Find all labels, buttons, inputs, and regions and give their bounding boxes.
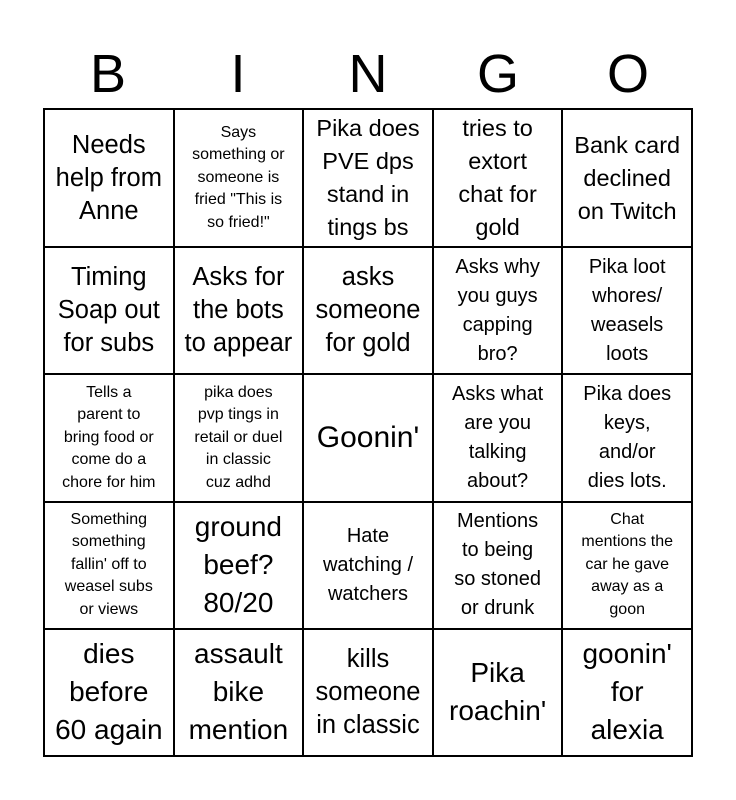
cell-text: Pika does keys, and/or dies lots. [583, 382, 672, 492]
cell-text: tries to extort chat for gold [458, 115, 537, 240]
bingo-cell[interactable] [562, 374, 692, 501]
bingo-cell[interactable] [44, 109, 174, 247]
bingo-cell-free[interactable] [303, 374, 433, 501]
bingo-cell[interactable] [44, 629, 174, 756]
bingo-grid [43, 108, 693, 757]
cell-text: Asks for the bots to appear [184, 263, 293, 358]
bingo-cell[interactable] [174, 109, 304, 247]
cell-text: ground beef? 80/20 [194, 511, 282, 619]
bingo-cell[interactable] [303, 109, 433, 247]
bingo-cell[interactable] [174, 247, 304, 374]
bingo-cell[interactable] [174, 629, 304, 756]
cell-text: Pika loot whores/ weasels loots [588, 255, 666, 365]
cell-text: kills someone in classic [315, 644, 421, 739]
header-letter-i: I [230, 44, 246, 104]
cell-text: Tells a parent to bring food or come do a chore for him [62, 383, 156, 491]
bingo-cell[interactable] [303, 629, 433, 756]
header-letter-o: O [606, 44, 649, 104]
cell-text: Asks what are you talking about? [452, 382, 544, 492]
cell-text: Bank card declined on Twitch [574, 131, 681, 224]
bingo-cell[interactable] [433, 502, 563, 629]
cell-text: assault bike mention [188, 638, 289, 746]
cell-text: Goonin' [316, 421, 420, 455]
bingo-cell[interactable] [562, 502, 692, 629]
cell-text: Hate watching / watchers [322, 524, 414, 605]
bingo-cell[interactable] [44, 502, 174, 629]
cell-text: asks someone for gold [315, 263, 421, 358]
bingo-cell[interactable] [303, 502, 433, 629]
bingo-cell[interactable] [433, 247, 563, 374]
cell-text: Says something or someone is fried "This is so fried!" [192, 123, 285, 231]
bingo-cell[interactable] [174, 502, 304, 629]
bingo-cell[interactable] [433, 629, 563, 756]
bingo-cell[interactable] [562, 109, 692, 247]
bingo-cell[interactable] [174, 374, 304, 501]
cell-text: Timing Soap out for subs [57, 263, 160, 358]
bingo-cell[interactable] [44, 247, 174, 374]
bingo-cell[interactable] [433, 374, 563, 501]
cell-text: Pika does PVE dps stand in tings bs [316, 115, 420, 240]
bingo-cell[interactable] [562, 629, 692, 756]
header-letter-n: N [348, 44, 388, 104]
cell-text: Chat mentions the car he gave away as a goon [581, 510, 673, 618]
bingo-cell[interactable] [44, 374, 174, 501]
cell-text: Mentions to being so stoned or drunk [454, 510, 541, 620]
cell-text: goonin' for alexia [582, 638, 672, 746]
cell-text: Something something fallin' off to weasel subs or views [64, 510, 153, 618]
cell-text: dies before 60 again [55, 638, 163, 746]
bingo-header [43, 40, 693, 108]
bingo-cell[interactable] [433, 109, 563, 247]
cell-text: Asks why you guys capping bro? [455, 255, 540, 365]
header-letter-b: B [89, 44, 127, 104]
cell-text: pika does pvp tings in retail or duel in classic cuz adhd [194, 383, 283, 491]
bingo-cell[interactable] [562, 247, 692, 374]
header-letter-g: G [476, 44, 519, 104]
bingo-cell[interactable] [303, 247, 433, 374]
cell-text: Pika roachin' [449, 657, 547, 727]
cell-text: Needs help from Anne [55, 130, 162, 225]
